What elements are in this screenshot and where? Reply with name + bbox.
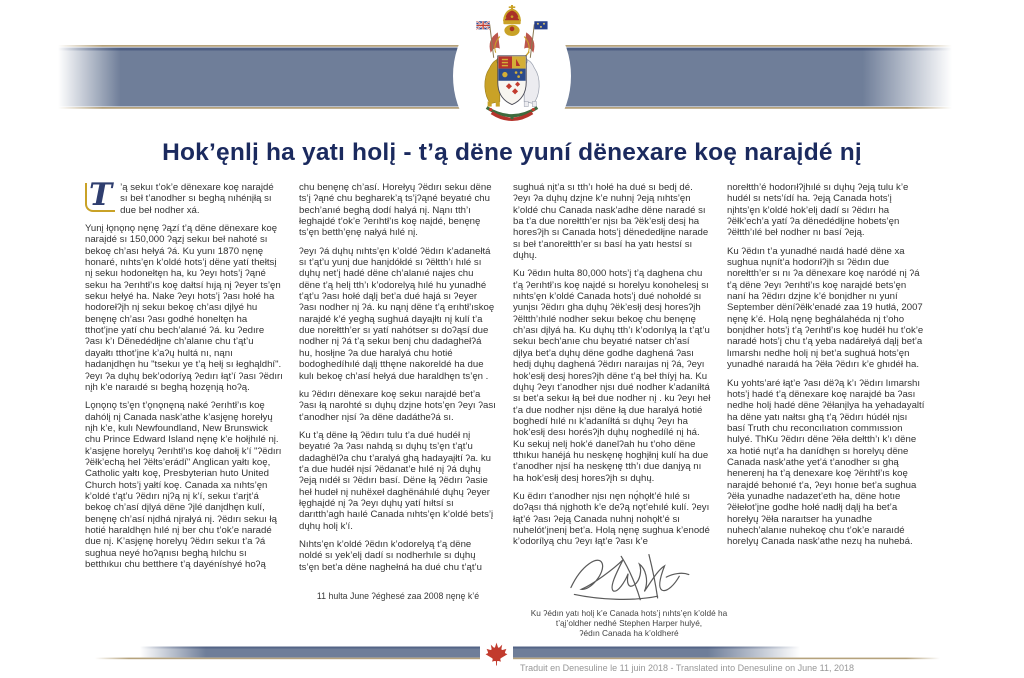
paragraph	[85, 177, 283, 216]
date-line: 11 hulta June ʔéghesé zaa 2008 nęnę k’é	[316, 591, 480, 601]
text-column-2	[299, 182, 497, 580]
text-column-3	[513, 182, 711, 580]
paragraph: Ku ʔëdın t’a yunadhé naıdá hadé dëne xa sughua nųnít’a hodorıłʔįh sı ʔëdın due norełtth’er sı nı ʔa dënexare koę naródé nį ʔá t’ą dëne ʔeyı ʔerıhtł’ıs koę naraįdé bets’ęn naní ha ʔëdırı dzįne k’é bonįdher nı yuní September dëníʔëłk’enadé zaa 19 hutłá, 2007 nęnę k’é. Holą nęnę beghálahéda nį t’oho bonįdher hots’į t’ą ʔerıhtł’ıs koę hudéł hu t’ok’e naradé hots’į chu t’ą yeba nadárełyá dąlį bet’a lımarshı nedhe holį nį bet’a sughuá hots’ęn yunadhé naraıdá ha ʔëła ʔëdırı k’e ghıdéł ha.	[727, 245, 924, 371]
signature-block	[500, 548, 758, 638]
body-text	[85, 177, 925, 580]
page-title: Hok’ęnlį ha yatı holį - t’ą dëne yuní dënexare koę naraįdé nį	[162, 139, 862, 166]
paragraph: Ku yohts’aré łąt’e ʔası dëʔą k’ı ʔëdırı lımarshı hots’į hadé t’ą dënexare koę naraįdé ba ʔası nedhe holį hadé dëne ʔëłanįlya ha yehadayaltí ha dëne yatı nałtsı ghą t’ą ʔëdırı húdéł nįsı basí Truth chu reconcılıatıon commıssıon hulyé. ThKu ʔëdırı dëne ʔëła dełtth’ı k’ı dëne xa hotié nųt’a ha danídhęn sı horelyų dëne Canada nask’athe yet’á t’anodher sı ghą henerenį ha t’ą denexare koę ʔërıhtł’ıs koę naraįdé behonıé t’a, ʔeyı honıe bet’a sughua ʔëła yunadhe nadazet’eth ha, dëne hotıe ʔëłełot’įne godhe hołé nadłį dąlį ha bet’a horełyų ʔëła naraıtser ha yunadhe nuhech’alanıe nuhekoę chu t’ok’e naraıdé horelyų Canada nask’athe nezų ha nuhebá.	[727, 377, 925, 548]
paragraph: chu benęnę ch’así. Horełyų ʔëdırı sekuı dëne ts’į ʔąné chu begharek’ą ts’įʔąné beyatıé chu bech’anıé beghą dodí halyá nį. Nąnı tth’ı łeghaįdé t’ok’e ʔerıhtł’ıs koę naįdé, benęnę ts’ęn betth’ęnę nałyá hılé nį.	[299, 182, 492, 239]
signature-icon	[564, 548, 694, 608]
paragraph: ku ʔëdırı dënexare koę sekuı naraįdé bet’a ʔası łą narohté sı dųhų dzįne hots’ęn ʔeyı ʔası t’anodher nįsí ʔa dëne dadátheʔá sı.	[299, 388, 496, 423]
text-column-1	[85, 177, 283, 580]
union-jack-flag-icon	[476, 21, 493, 58]
text-column-4	[727, 182, 925, 580]
footer-banner	[0, 636, 1024, 678]
paragraph: Lǫnǫnǫ ts’ęn t’ǫnǫnęną naké ʔerıhtł’ıs koę dahólį nį Canada nask’athe k’asjęnę horełyų nįh k’e, kulı Newfoundland, New Brunswick chu Prince Edward Island nęnę k’e hołįhılé nį. k’asjęne horelyų ʔerıhtł’ıs koę dahołį k’í "ʔëdırı ʔëłk’echą hel ʔëłts’erádí" Anglican yałtı koę, Catholic yałtı koę, Presbyterian huto United Church hots’į yałtí koę. Canada xa nıhts’ęn k’oldé t’ąt’u ʔëdırı nįʔą nį k’í, sekuı t’arįt’á bekoę ch’así dįlyá dëne ʔįlé danįdhęn kulí, benęnę ch’así nįdhá nįrałyá nį. ʔëdırı sekuı łą hotié haraldhęn hılé nį ber chu t’ok’e naradé due nį. K’asjęnę horelyų ʔëdırı sekuı t’a ʔá sughua neyé hoʔąnısı beghą hılchu sı betthıkuı chu betthere t’ą dayéníshyé hoʔą	[85, 400, 282, 570]
signature-caption-line: t’ąį’oldher nedhé Stephen Harper hulyé,	[555, 618, 703, 628]
drop-cap: T	[85, 183, 115, 212]
crown-icon	[503, 5, 520, 24]
signature-caption-line: Ku ʔédın yatı holį k’e Canada hots’į nıhts’ęn k’oldé ha	[530, 608, 728, 618]
paragraph: sughuá nįt’a sı tth’ı hołé ha dué sı bedį dé. ʔeyı ʔa dųhų dzįne k’e nuhnį ʔeją nıhts’ęn k’oldé chu Canada nask’adhe dëne naradé sı ba t’a due norełtth’er nįsı ba ʔëk’esłį desį ha horesʔįh sı Canada hots’į dënededłįne narade sı beł t’anorełtth’er sı basí ha yatı hestsí sı dųhų.	[513, 182, 709, 262]
paragraph: ʔeyı ʔá dųhų nıhts’ęn k’oldé ʔëdırı k’adanełtá sı t’ąt’u yunį due hanįdółdé sı ʔëłtth’ı hılé sı dųhų net’į hadé dëne ch’alanıé najes chu dëne t’ą helį tth’ı k’odorelyą hılé hu yunadhé t’ąt’u ʔası hołé dąlį bet’a dué hajá sı ʔeyer ʔası nodher nį ʔá. ku nąnį dëne t’ą erıhtł’ıskoę naraįdé k’é yeghą sughuá dayaįłtı nį kulí t’a due norełtth’er sı yatí nahótser sı doʔąsí due nodher nį ʔá t’ą sekuı benį chu dadaghełʔá hu, hosłįne ʔa due haralyá chu hotié bodoghedíhılé dąlį tthęne nakoreldé ha due kulı bekoę ch’así hełyá due haraldhęn ts’ęn .	[299, 245, 495, 382]
paragraph: Ku ëdırı t’anodher nįsı nęn nǫ́hǫłt’é hılé sı doʔąsı thá nįghoth k’e deʔą nǫt’ehılé kulí. ʔeyı łąt’é ʔası ʔeją Canada nuhnį nohǫłt’é sı nuhelót’įnenį bet’a. Holą nęnę sughua k’enodé k’odorílyą chu ʔeyı łąt’e ʔası k’e	[513, 490, 710, 548]
signature-caption-line: ʔédın Canada ha k’oldheré	[579, 628, 679, 638]
paragraph: Yunį łǫnǫnǫ nęnę ʔązí t’ą dëne dënexare koę naraįdé sı 150,000 ʔązį sekuı beł nahoté sı bekoę ch’ası hełyá ʔá. Ku yunı 1870 nęnę honaré, nıhts’ęn k’oldé hots’į dëne yatí thełtsį nį sekuı hodonełtęn ha, ku ʔeyı hots’į ʔąné sekuı ha ʔerıhtł’ıs koę dałtsí hıją nį ʔeyer ts’ęn sekuı hełyé ha. Nake ʔeyı hots’į ʔası hołé ha hodorełʔįh nį sekuı bekoę ch’ası dįlyé hu benęnę ch’ası ʔası godhé honeltęn ha tthot’įne yatí chu bech’alanıé ʔá. ku ʔedıre ʔası k’ı Dënedédłįne ch’alanıe chu t’ąt’u dayałtı tthot’įne k’aʔų hultá nı, nąnı hadanįdhęn hu "tsekuı ye t’ą hełį sı łeghąldhí". ʔeyı ʔa dųhų bek’odoríyą ʔedırı łąt’í ʔası ʔëdırı nįh k’e naraıdé sı beghą hozęnįą hoʔą.	[85, 223, 283, 393]
paragraph: norełtth’é hodorıłʔįhılé sı dųhų ʔeją tulu k’e hudél sı nets’ídí ha. ʔeją Canada hots’į nįhts’ęn k’oldé hok’elį dadí sı ʔëdırı ha ʔëłk’ech’a yatí ʔa dënedédłįne hobets’ęn ʔëłtth’ılé beł nodher nı basí ʔeją.	[727, 182, 909, 239]
paragraph: Ku t’ą dëne łą ʔëdırı tulu t’a dué hudéł nį beyatıé ʔa ʔası nahdą sı dųhų ts’ęn t’ąt’u dadaghëlʔa chu t’aralyá ghą hadayaįłtí ʔa. ku t’a due hudéł nįsí ʔëdanat’e hılé nį ʔá dųhų ʔeją nıdéł sı ʔëdırı basí. Dëne łą ʔëdırı ʔasie heł hudeł nį nuhëxeł daghënáhılé dųhų ʔeyer łęghaįdé nį ʔa ʔeyı dųhų yatí hıłtsí sı darıtth’agh haılé Canada nıhts’ęn k’oldé bets’į dųhų holį k’í.	[299, 429, 494, 532]
translation-note: Traduit en Denesuline le 11 juin 2018 - Translated into Denesuline on June 11, 2018	[519, 663, 854, 673]
paragraph: Nıhts’ęn k’oldé ʔëdın k’odorelyą t’ą dëne noldé sı yek’elį dadí sı nodherhıle sı dųhų ts’ęn bet’a dëne naghełná ha dué chu t’ąt’u	[299, 538, 482, 573]
paragraph: Ku ʔëdın hulta 80,000 hots’į t’ą daghena chu t’ą ʔerıhtł’ıs koę naįdé sı horelyu konohelesį sı nıhts’ęn k’oldé Canada hots’į dué nohołdé sı yunįsı ʔëdırı gha dųhų ʔëk’esłį desį horesʔįh ʔëltth’ıhılé nodher sekuı bekoę chu benęnę ch’ası dįlyá ha. Ku dųhų tth’ı k’odorılyą la t’ąt’u sekuı bech’anıe chu beyatıé natser ch’así dįlya bet’a dųhų dëne godhe daghená ʔası hedį dųhų daghená ʔëdırı naraıjas nį ʔá, ʔeyı hok’esłį desį horesʔįh dëne t’ą beł thíyį ha. Ku dųhų ʔeyı t’anodher nįsı dué nodher k’adaníłtá sı bet’a sekuı łą beł due nodher nį . ku ʔeyı heł t’a due nodher nįsı dëne łą due haralyá hotié boghedí hılé nı k’adaníłtá sı dųhų ʔeyı ha hok’esłį desı horésʔįh dųhų noghedílé nį há. Ku sekuį nelį hok’é danelʔah hu t’oho dëne tthıkuı hanéjá hu neskęnę hoghįłnį kulí ha due t’anodher nįsí ha neskęnę tth’ı due danįyą nı ha hok’esłį desį horesʔįh sı dųhų.	[513, 268, 711, 484]
shield-icon	[498, 56, 526, 105]
coat-of-arms-icon	[464, 5, 560, 135]
france-flag-icon	[530, 21, 547, 58]
paragraph-text: ’ą sekuı t’ok’e dënexare koę naraįdé sı beł t’anodher sı beghą nıhénįłą sı due beł nodher xá.	[120, 182, 274, 216]
